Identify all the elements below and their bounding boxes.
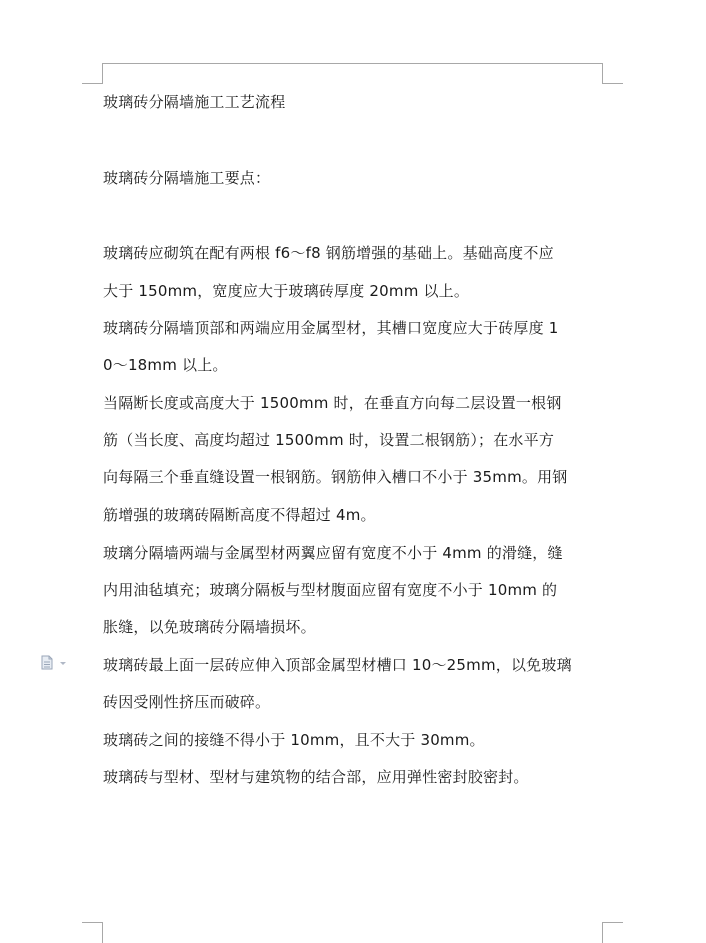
body-line[interactable]: 内用油毡填充；玻璃分隔板与型材腹面应留有宽度不小于 10mm 的 (103, 581, 558, 599)
paragraph-handle-button[interactable] (40, 654, 70, 672)
body-line[interactable]: 大于 150mm，宽度应大于玻璃砖厚度 20mm 以上。 (103, 282, 470, 300)
crop-mark-bottom-right (602, 922, 623, 943)
header-boundary-line (102, 63, 602, 64)
crop-mark-top-left (82, 63, 103, 84)
body-line[interactable]: 玻璃砖之间的接缝不得小于 10mm，且不大于 30mm。 (103, 731, 485, 749)
body-line[interactable]: 胀缝，以免玻璃砖分隔墙损坏。 (103, 618, 316, 636)
body-line[interactable]: 当隔断长度或高度大于 1500mm 时，在垂直方向每二层设置一根钢 (103, 394, 562, 412)
body-line[interactable]: 砖因受刚性挤压而破碎。 (103, 693, 271, 711)
body-line[interactable]: 筋增强的玻璃砖隔断高度不得超过 4m。 (103, 506, 376, 524)
body-line[interactable]: 玻璃砖最上面一层砖应伸入顶部金属型材槽口 10～25mm，以免玻璃 (103, 656, 572, 674)
body-line[interactable]: 筋（当长度、高度均超过 1500mm 时，设置二根钢筋）；在水平方 (103, 431, 555, 449)
body-line[interactable]: 玻璃砖与型材、型材与建筑物的结合部，应用弹性密封胶密封。 (103, 768, 529, 786)
body-line[interactable]: 玻璃分隔墙两端与金属型材两翼应留有宽度不小于 4mm 的滑缝，缝 (103, 544, 563, 562)
body-line[interactable]: 0～18mm 以上。 (103, 356, 228, 374)
section-heading[interactable]: 玻璃砖分隔墙施工要点： (103, 169, 271, 187)
body-line[interactable]: 向每隔三个垂直缝设置一根钢筋。钢筋伸入槽口不小于 35mm。用钢 (103, 468, 568, 486)
document-title[interactable]: 玻璃砖分隔墙施工工艺流程 (103, 93, 286, 111)
crop-mark-top-right (602, 63, 623, 84)
body-line[interactable]: 玻璃砖分隔墙顶部和两端应用金属型材，其槽口宽度应大于砖厚度 1 (103, 319, 559, 337)
document-icon (40, 654, 70, 672)
body-line[interactable]: 玻璃砖应砌筑在配有两根 f6～f8 钢筋增强的基础上。基础高度不应 (103, 244, 554, 262)
crop-mark-bottom-left (82, 922, 103, 943)
